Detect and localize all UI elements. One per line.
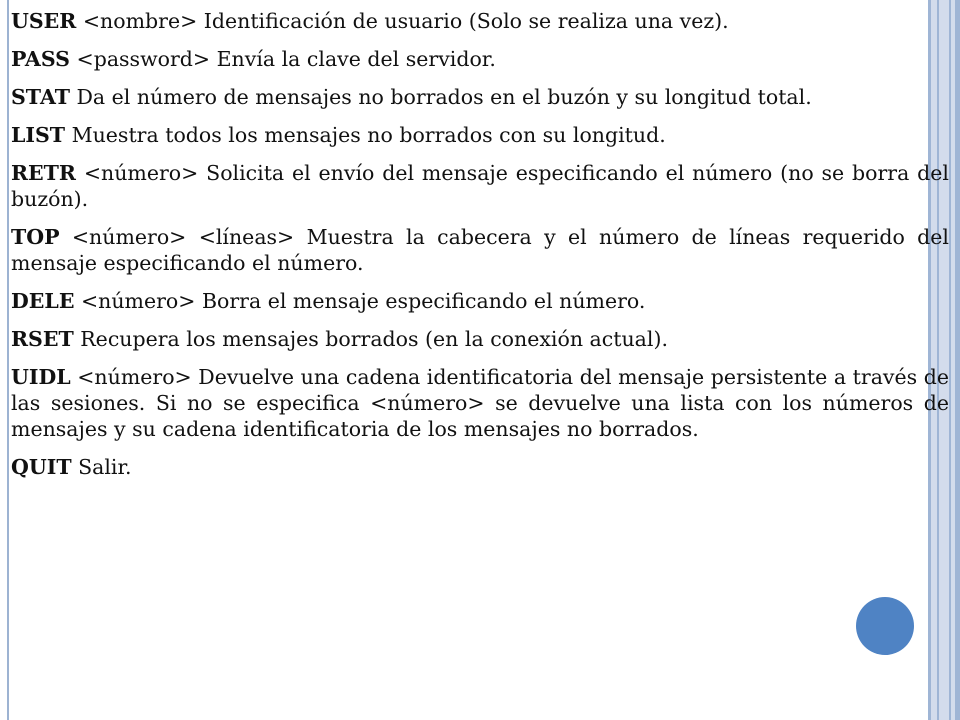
command-name: TOP bbox=[11, 225, 60, 249]
command-name: DELE bbox=[11, 289, 75, 313]
command-name: QUIT bbox=[11, 455, 72, 479]
command-description: <número> Solicita el envío del mensaje especificando el número (no se borra del buzón). bbox=[11, 161, 949, 211]
decorative-bar bbox=[949, 0, 951, 720]
command-description: Muestra todos los mensajes no borrados con su longitud. bbox=[65, 123, 666, 147]
command-entry-stat bbox=[11, 84, 949, 110]
command-entry-dele bbox=[11, 288, 949, 314]
command-description: <número> <líneas> Muestra la cabecera y el número de líneas requerido del mensaje especificando el número. bbox=[11, 225, 949, 275]
command-description: Recupera los mensajes borrados (en la conexión actual). bbox=[73, 327, 668, 351]
command-entry-uidl bbox=[11, 364, 949, 442]
command-name: PASS bbox=[11, 47, 70, 71]
command-description: Salir. bbox=[71, 455, 132, 479]
command-description: <nombre> Identificación de usuario (Solo se realiza una vez). bbox=[76, 9, 729, 33]
left-border-rule bbox=[7, 0, 9, 720]
command-description: <número> Devuelve una cadena identificatoria del mensaje persistente a través de las sesiones. Si no se especifica <número> se devuelve una lista con los números de mensajes y su cadena identificatoria de los mensajes no borrados. bbox=[11, 365, 949, 441]
command-description: <password> Envía la clave del servidor. bbox=[70, 47, 496, 71]
decorative-bar bbox=[955, 0, 960, 720]
command-name: STAT bbox=[11, 85, 70, 109]
command-entry-top bbox=[11, 224, 949, 276]
command-name: UIDL bbox=[11, 365, 71, 389]
decorative-circle bbox=[856, 597, 914, 655]
command-entry-retr bbox=[11, 160, 949, 212]
command-entry-pass bbox=[11, 46, 949, 72]
command-name: USER bbox=[11, 9, 77, 33]
command-name: LIST bbox=[11, 123, 66, 147]
command-name: RSET bbox=[11, 327, 74, 351]
command-entry-rset bbox=[11, 326, 949, 352]
command-description: Da el número de mensajes no borrados en el buzón y su longitud total. bbox=[69, 85, 812, 109]
command-entry-list bbox=[11, 122, 949, 148]
command-description: <número> Borra el mensaje especificando el número. bbox=[74, 289, 646, 313]
command-entry-user bbox=[11, 8, 949, 34]
command-name: RETR bbox=[11, 161, 76, 185]
pop3-command-list bbox=[11, 8, 949, 492]
command-entry-quit bbox=[11, 454, 949, 480]
